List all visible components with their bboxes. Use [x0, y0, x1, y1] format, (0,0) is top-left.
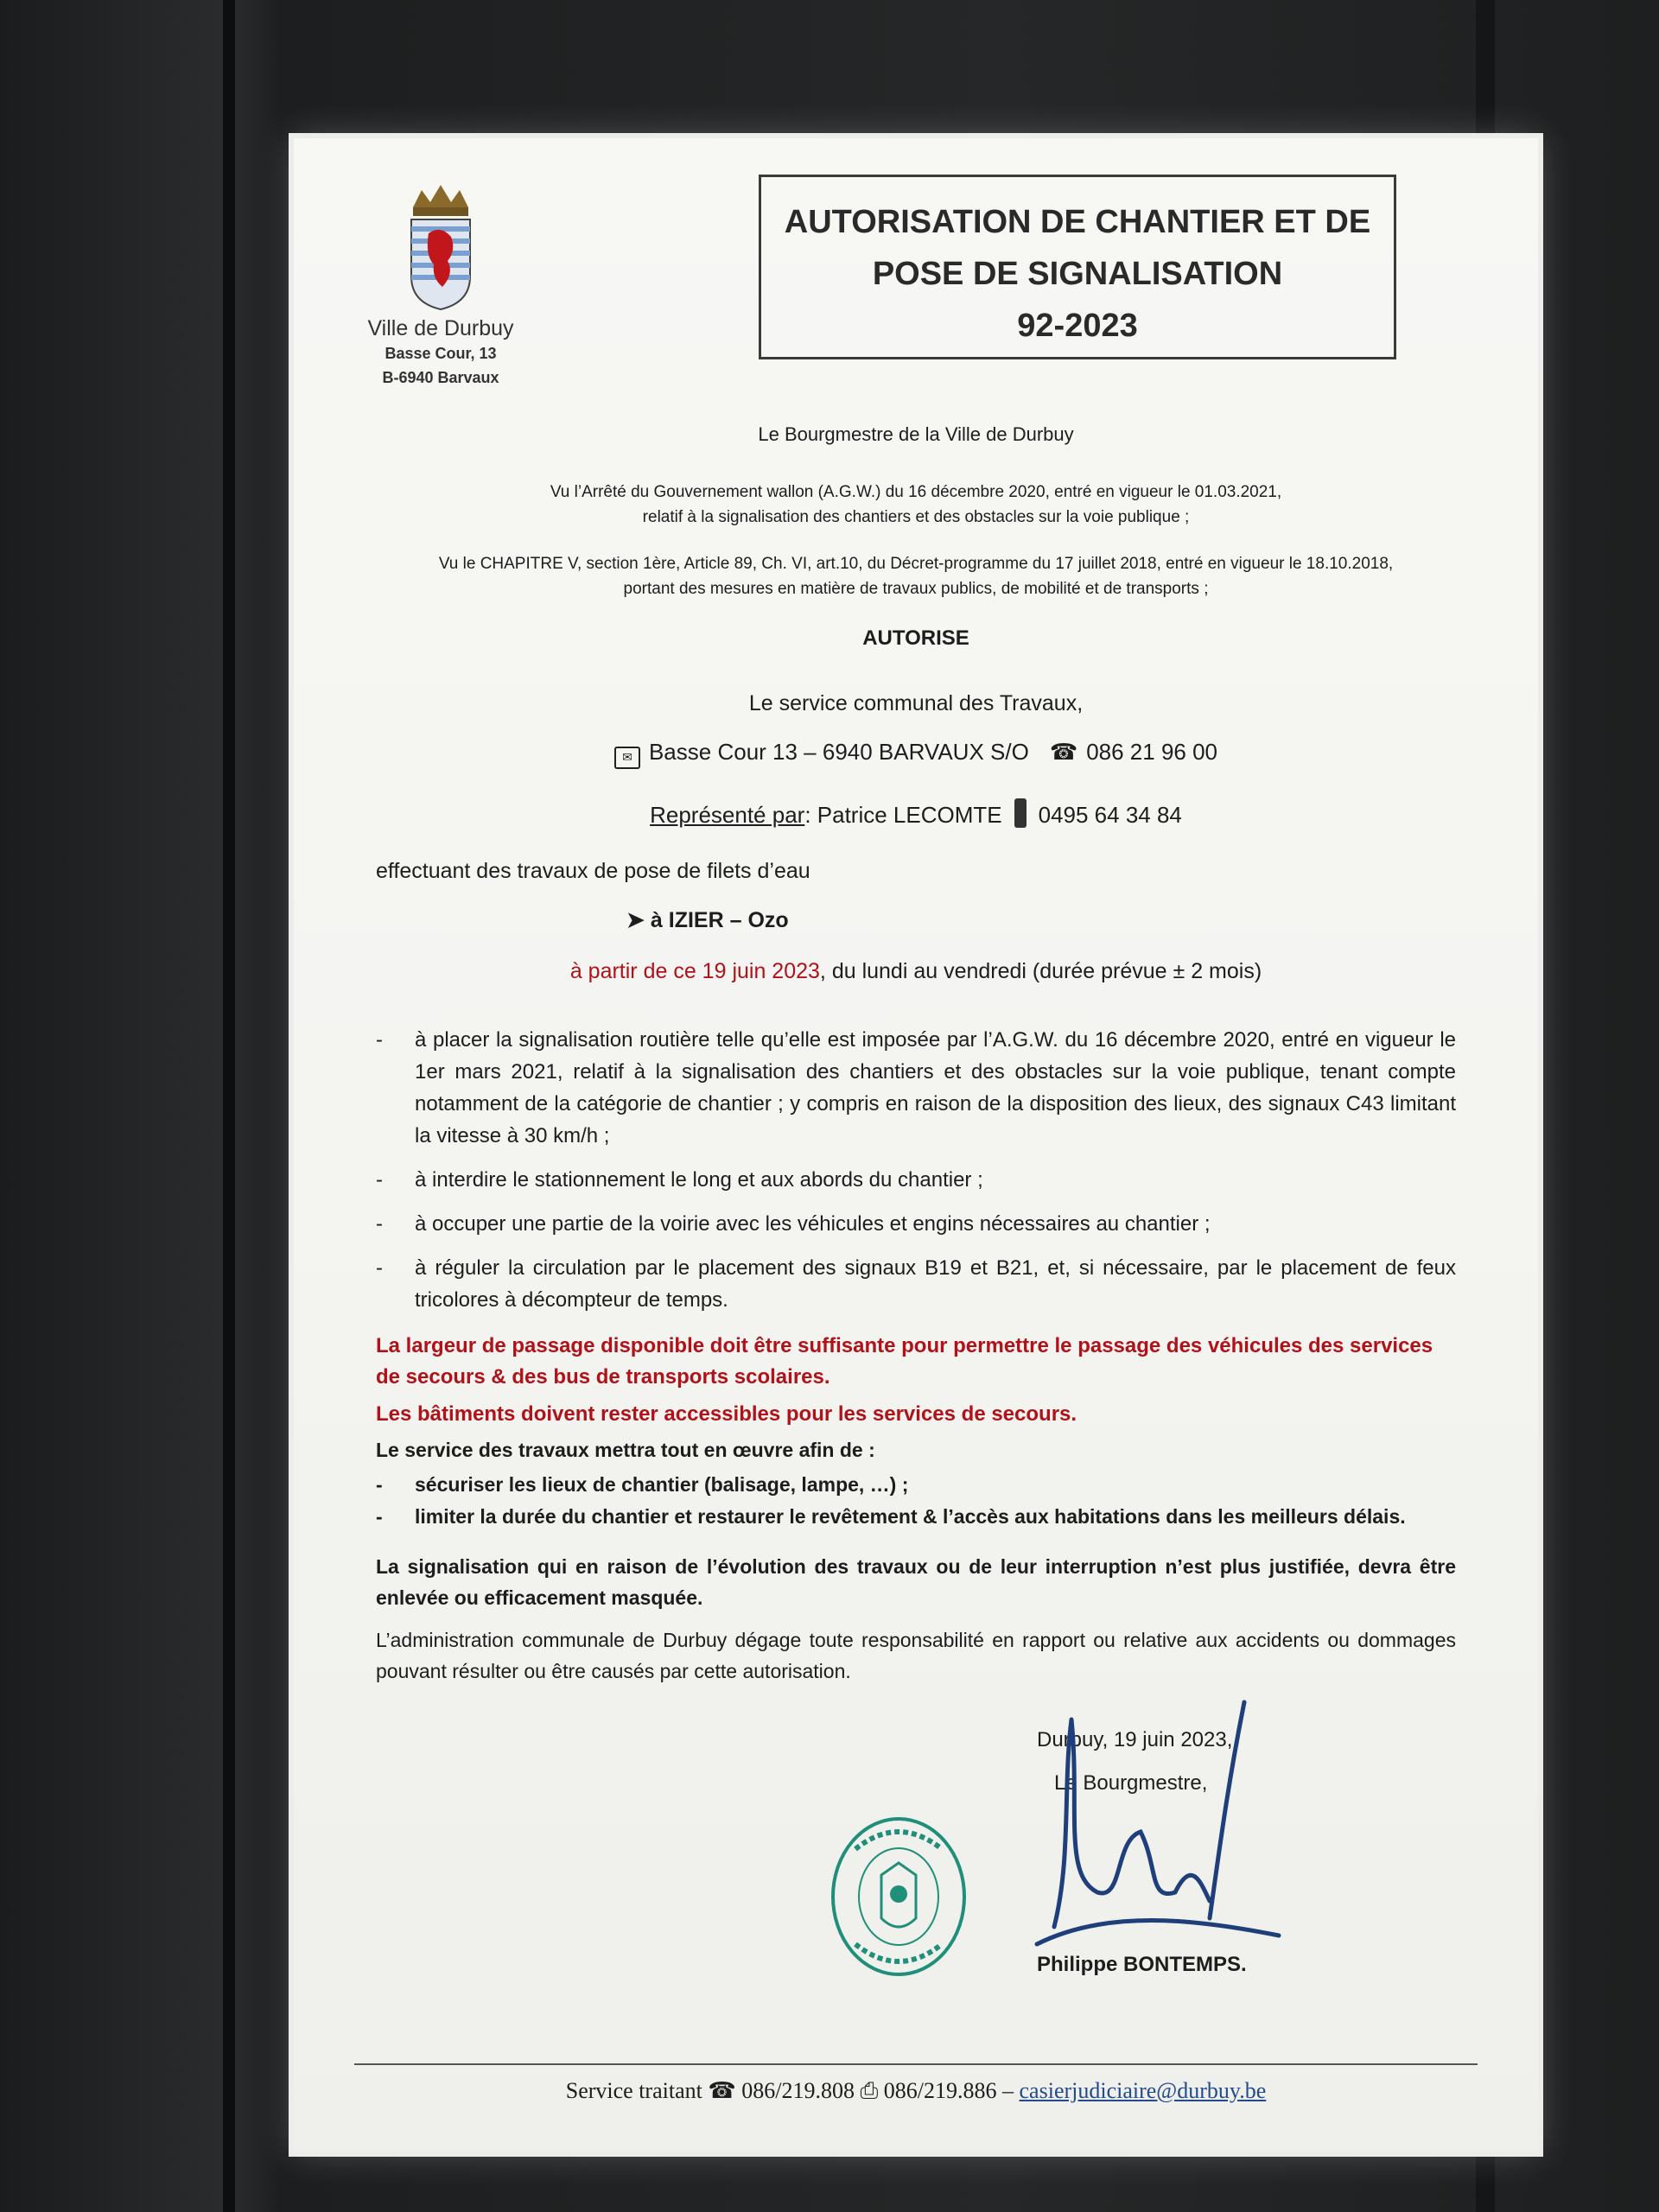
city-address-street: Basse Cour, 13: [385, 345, 497, 362]
liability-clause: L’administration communale de Durbuy dégage toute responsabilité en rapport ou relative aux accidents ou dommages pouvant résulter ou être causés par cette autorisation.: [376, 1629, 1456, 1682]
beneficiary-address: Basse Cour 13 – 6940 BARVAUX S/O: [648, 739, 1029, 765]
legal-basis-agw-line-1: Vu l’Arrêté du Gouvernement wallon (A.G.W.) du 16 décembre 2020, entré en vigueur le 01.03.2021,: [550, 483, 1282, 501]
works-description: effectuant des travaux de pose de filets d’eau: [376, 859, 810, 883]
list-item: - à interdire le stationnement le long et aux abords du chantier ;: [376, 1164, 1456, 1196]
footer-contact: [294, 2078, 1538, 2105]
phone-icon: ☎: [1049, 739, 1078, 765]
list-item: - à réguler la circulation par le placement des signaux B19 et B21, et, si nécessaire, par le placement de feux tricolores à décompteur de temps.: [376, 1252, 1456, 1316]
signage-removal-clause: La signalisation qui en raison de l’évolution des travaux ou de leur interruption n’est plus justifiée, devra être enlevée ou efficacement masquée.: [376, 1555, 1456, 1609]
city-name: Ville de Durbuy: [367, 316, 514, 340]
list-item: - sécuriser les lieux de chantier (balisage, lampe, …) ;: [376, 1469, 1456, 1501]
works-location: [626, 907, 1659, 933]
works-period: [294, 959, 1538, 984]
footer-label: Service traitant: [565, 2078, 702, 2103]
municipal-seal-stamp: [830, 1815, 968, 1979]
mail-icon: ✉: [614, 747, 640, 769]
beneficiary-contact: [294, 739, 1538, 769]
authorization-document: [294, 138, 1538, 2152]
title-line-1: AUTORISATION DE CHANTIER ET DE: [784, 204, 1371, 240]
representative-line: [294, 798, 1538, 829]
legal-basis-decree-line-1: Vu le CHAPITRE V, section 1ère, Article 89, Ch. VI, art.10, du Décret-programme du 17 juillet 2018, entré en vigueur le 18.10.2018,: [438, 555, 1394, 573]
issuer-line: Le Bourgmestre de la Ville de Durbuy: [758, 423, 1074, 445]
permissions-list: [376, 1024, 1456, 1328]
footer-fax: 086/219.886 –: [883, 2078, 1014, 2103]
arrow-bullet-icon: ➤: [626, 908, 651, 932]
represented-label: Représenté par: [650, 802, 805, 828]
city-address-postcode: B-6940 Barvaux: [382, 369, 499, 386]
fax-icon: ⎙: [860, 2078, 879, 2103]
beneficiary-service: Le service communal des Travaux,: [748, 691, 1084, 715]
building-access-warning: Les bâtiments doivent rester accessibles pour les services de secours.: [376, 1402, 1077, 1426]
schedule: , du lundi au vendredi (durée prévue ± 2 mois): [819, 959, 1262, 983]
footer-divider: [354, 2063, 1478, 2065]
footer-email-link[interactable]: casierjudiciaire@durbuy.be: [1019, 2078, 1267, 2103]
city-logo-block: [337, 181, 544, 390]
document-title-box: [759, 175, 1396, 359]
signatory-name: Philippe BONTEMPS.: [1037, 1953, 1247, 1976]
legal-basis-agw-line-2: relatif à la signalisation des chantiers et des obstacles sur la voie publique ;: [642, 508, 1190, 526]
monitor-bezel-left: [223, 0, 235, 2212]
passage-width-warning: La largeur de passage disponible doit être suffisante pour permettre le passage des véhicules des services de secours & des bus de transports scolaires.: [376, 1334, 1433, 1389]
list-item: - à placer la signalisation routière telle qu’elle est imposée par l’A.G.W. du 16 décembre 2020, entré en vigueur le 1er mars 2021, relatif à la signalisation des chantiers et des obstacles sur la voie publique, tenant compte notamment de la catégorie de chantier ; y compris en raison de la disposition des lieux, des signaux C43 limitant la vitesse à 30 km/h ;: [376, 1024, 1456, 1152]
representative-mobile: 0495 64 34 84: [1038, 802, 1182, 828]
start-date: à partir de ce 19 juin 2023: [569, 959, 820, 983]
list-item: - à occuper une partie de la voirie avec les véhicules et engins nécessaires au chantier ;: [376, 1208, 1456, 1240]
footer-phone: 086/219.808: [741, 2078, 855, 2103]
location-suffix: – Ozo: [729, 908, 789, 932]
representative-name: : Patrice LECOMTE: [804, 802, 1002, 828]
authorization-number: 92-2023: [1017, 308, 1138, 344]
signatory-role: Le Bourgmestre,: [1054, 1771, 1208, 1795]
list-item: - limiter la durée du chantier et restaurer le revêtement & l’accès aux habitations dans les meilleurs délais.: [376, 1501, 1456, 1533]
title-line-2: POSE DE SIGNALISATION: [872, 256, 1283, 292]
legal-basis-agw: [294, 480, 1538, 530]
beneficiary-phone: 086 21 96 00: [1086, 739, 1218, 765]
location-prefix: à IZIER: [650, 908, 724, 932]
mobile-phone-icon: [1014, 798, 1027, 828]
obligations-list: [376, 1469, 1456, 1533]
signature-place-date: Durbuy, 19 juin 2023,: [1037, 1728, 1233, 1751]
handwritten-signature: [1020, 1685, 1296, 1961]
legal-basis-decree: [294, 551, 1538, 601]
durbuy-crest-icon: [404, 181, 477, 311]
legal-basis-decree-line-2: portant des mesures en matière de travaux publics, de mobilité et de transports ;: [623, 580, 1209, 598]
authorizes-heading: AUTORISE: [862, 626, 969, 650]
phone-icon: ☎: [708, 2078, 736, 2103]
obligations-heading: Le service des travaux mettra tout en œuvre afin de :: [376, 1439, 875, 1461]
